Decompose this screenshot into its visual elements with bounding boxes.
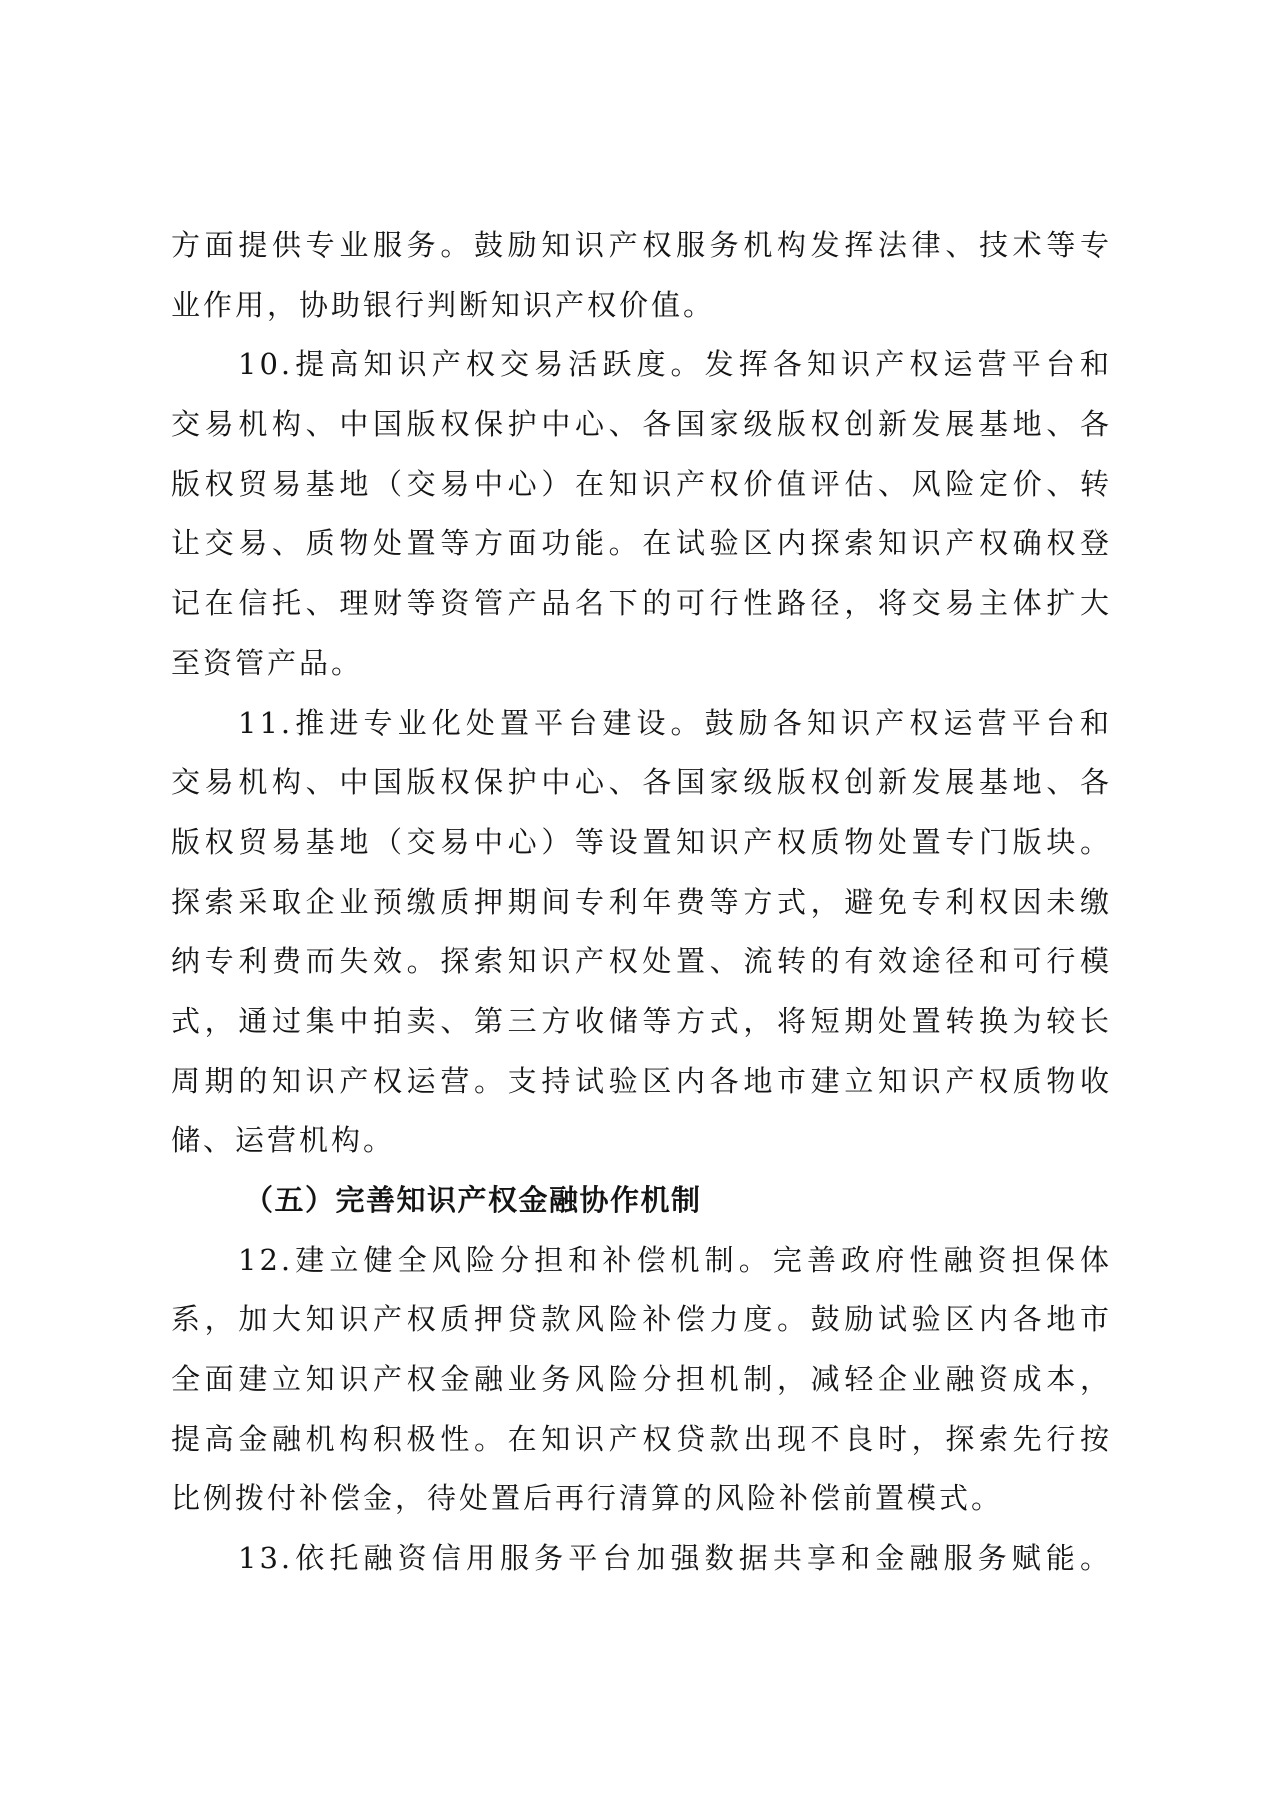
document-body — [171, 216, 1112, 1589]
text-line: 记在信托、理财等资管产品名下的可行性路径，将交易主体扩大 — [171, 586, 1112, 621]
section-heading-text: （五）完善知识产权金融协作机制 — [244, 1183, 702, 1217]
text-line: 业作用，协助银行判断知识产权价值。 — [171, 287, 716, 322]
paragraph-item-12 — [171, 1231, 1112, 1529]
text-line: 探索采取企业预缴质押期间专利年费等方式，避免专利权因未缴 — [171, 884, 1112, 919]
text-line: 交易机构、中国版权保护中心、各国家级版权创新发展基地、各 — [171, 407, 1112, 442]
paragraph-item-13 — [171, 1529, 1112, 1589]
paragraph-continuation — [171, 216, 1112, 335]
text-line: 版权贸易基地（交易中心）等设置知识产权质物处置专门版块。 — [171, 824, 1112, 859]
paragraph-item-11 — [171, 694, 1112, 1172]
text-line: 系，加大知识产权质押贷款风险补偿力度。鼓励试验区内各地市 — [171, 1302, 1112, 1337]
text-line: 式，通过集中拍卖、第三方收储等方式，将短期处置转换为较长 — [171, 1003, 1112, 1038]
text-line: 交易机构、中国版权保护中心、各国家级版权创新发展基地、各 — [171, 765, 1112, 800]
text-line: 比例拨付补偿金，待处置后再行清算的风险补偿前置模式。 — [171, 1481, 1004, 1516]
text-line: 至资管产品。 — [171, 645, 364, 680]
text-line: 让交易、质物处置等方面功能。在试验区内探索知识产权确权登 — [171, 526, 1112, 561]
text-line: 纳专利费而失效。探索知识产权处置、流转的有效途径和可行模 — [171, 944, 1112, 979]
text-line: 11.推进专业化处置平台建设。鼓励各知识产权运营平台和 — [238, 705, 1112, 740]
text-line: 13.依托融资信用服务平台加强数据共享和金融服务赋能。 — [238, 1541, 1112, 1576]
paragraph-item-10 — [171, 335, 1112, 693]
text-line: 全面建立知识产权金融业务风险分担机制，减轻企业融资成本， — [171, 1362, 1112, 1397]
text-line: 方面提供专业服务。鼓励知识产权服务机构发挥法律、技术等专 — [171, 228, 1112, 262]
text-line: 10.提高知识产权交易活跃度。发挥各知识产权运营平台和 — [238, 347, 1112, 382]
section-heading — [171, 1171, 1112, 1231]
text-line: 提高金融机构积极性。在知识产权贷款出现不良时，探索先行按 — [171, 1421, 1112, 1456]
text-line: 版权贸易基地（交易中心）在知识产权价值评估、风险定价、转 — [171, 466, 1112, 501]
text-line: 储、运营机构。 — [171, 1123, 396, 1158]
text-line: 12.建立健全风险分担和补偿机制。完善政府性融资担保体 — [238, 1242, 1112, 1277]
text-line: 周期的知识产权运营。支持试验区内各地市建立知识产权质物收 — [171, 1063, 1112, 1098]
